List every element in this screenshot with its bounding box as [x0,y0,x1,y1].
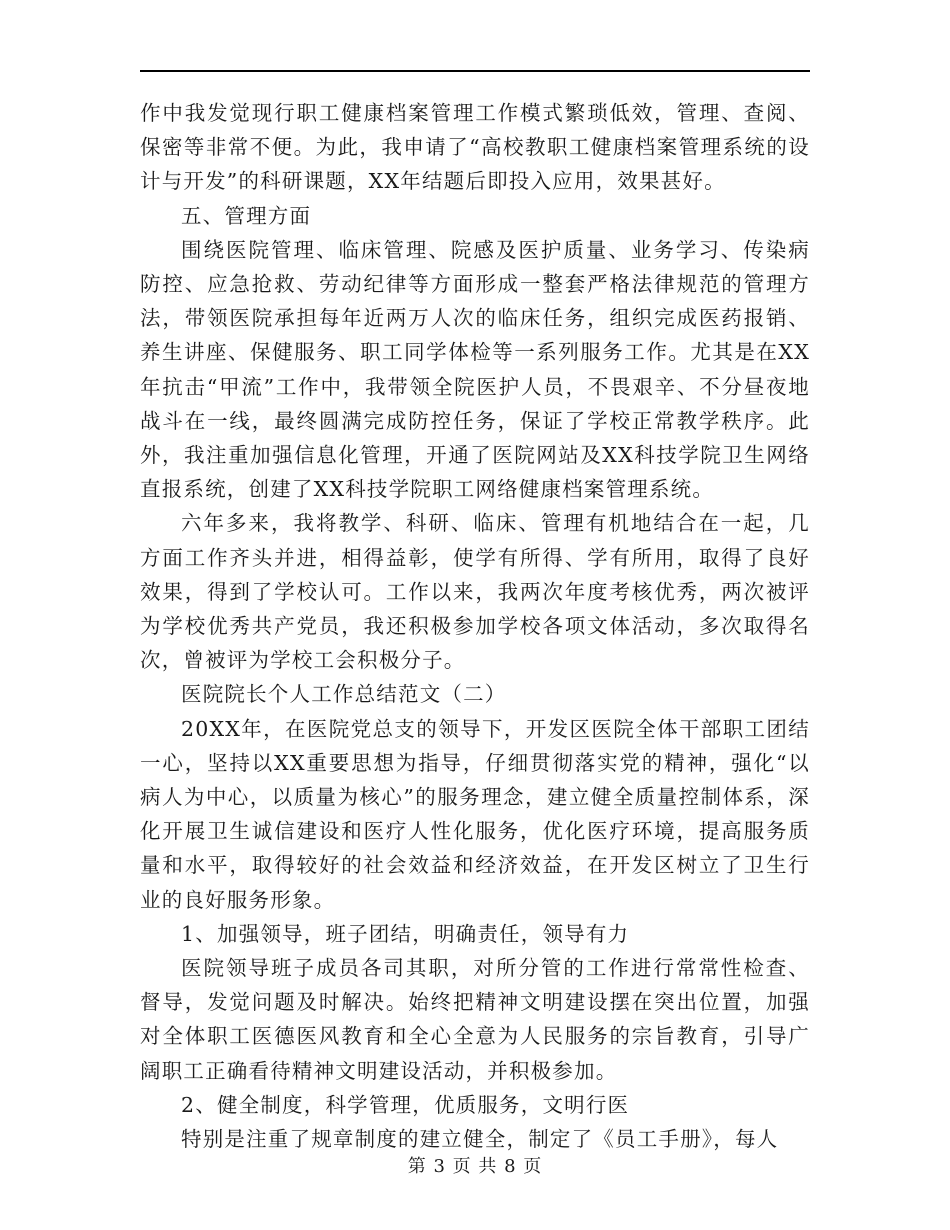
section-heading: 五、管理方面 [181,203,312,228]
document-subtitle: 医院院长个人工作总结范文（二） [181,682,507,707]
paragraph: 医院领导班子成员各司其职，对所分管的工作进行常常性检查、督导，发觉问题及时解决。始终把精神文明建设摆在突出位置，加强对全体职工医德医风教育和全心全意为人民服务的宗旨教育，引导广阔职工正确看待精神文明建设活动，并积极参加。 [140,956,810,1083]
paragraph: 六年多来，我将教学、科研、临床、管理有机地结合在一起，几方面工作齐头并进，相得益彰，使学有所得、学有所用，取得了良好效果，得到了学校认可。工作以来，我两次年度考核优秀，两次被评为学校优秀共产党员，我还积极参加学校各项文体活动，多次取得名次，曾被评为学校工会积极分子。 [140,511,810,673]
header-rule [140,70,810,72]
paragraph: 作中我发觉现行职工健康档案管理工作模式繁琐低效，管理、查阅、保密等非常不便。为此，我申请了“高校教职工健康档案管理系统的设计与开发”的科研课题，XX年结题后即投入应用，效果甚好。 [140,101,810,194]
paragraph: 围绕医院管理、临床管理、院感及医护质量、业务学习、传染病防控、应急抢救、劳动纪律等方面形成一整套严格法律规范的管理方法，带领医院承担每年近两万人次的临床任务，组织完成医药报销、养生讲座、保健服务、职工同学体检等一系列服务工作。尤其是在XX年抗击“甲流”工作中，我带领全院医护人员，不畏艰辛、不分昼夜地战斗在一线，最终圆满完成防控任务，保证了学校正常教学秩序。此外，我注重加强信息化管理，开通了医院网站及XX科技学院卫生网络直报系统，创建了XX科技学院职工网络健康档案管理系统。 [140,237,810,502]
document-body [140,96,810,1156]
section-heading: 2、健全制度，科学管理，优质服务，文明行医 [181,1092,630,1117]
paragraph: 特别是注重了规章制度的建立健全，制定了《员工手册》，每人 [181,1127,779,1152]
paragraph: 20XX年，在医院党总支的领导下，开发区医院全体干部职工团结一心，坚持以XX重要思想为指导，仔细贯彻落实党的精神，强化“以病人为中心，以质量为核心”的服务理念，建立健全质量控制体系，深化开展卫生诚信建设和医疗人性化服务，优化医疗环境，提高服务质量和水平，取得较好的社会效益和经济效益，在开发区树立了卫生行业的良好服务形象。 [140,716,810,912]
section-heading: 1、加强领导，班子团结，明确责任，领导有力 [181,921,630,946]
page-number: 第 3 页 共 8 页 [407,1156,543,1177]
